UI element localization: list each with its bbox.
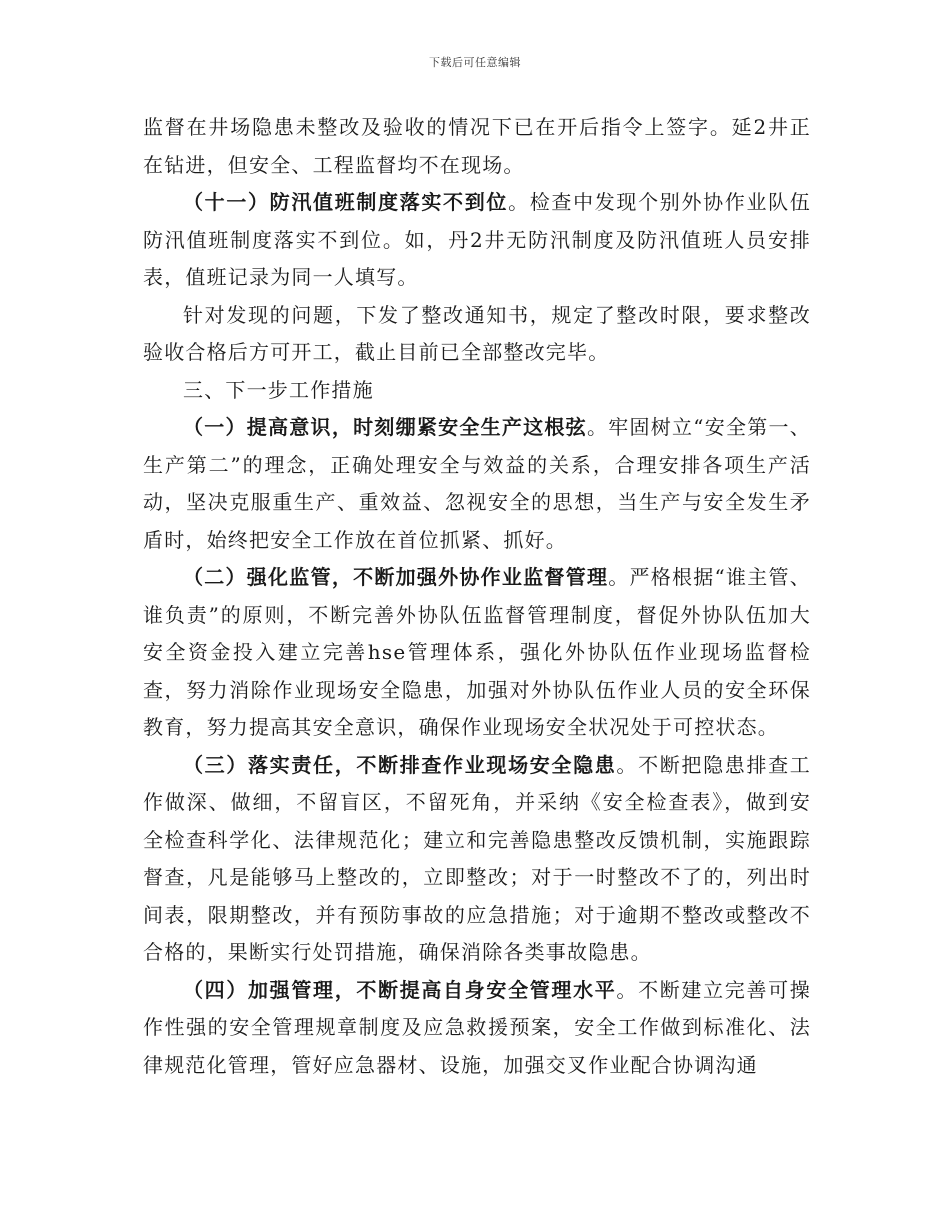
paragraph-awareness: [143, 409, 811, 559]
paragraph-management: [143, 972, 811, 1085]
paragraph-responsibility: [143, 747, 811, 972]
paragraph-lead: （二）强化监管，不断加强外协作业监督管理: [183, 565, 609, 589]
paragraph-lead: （十一）防汛值班制度落实不到位: [183, 190, 509, 214]
paragraph-rectification: [143, 297, 811, 372]
paragraph-text: 。牢固树立“安全第一、生产第二”的理念，正确处理安全与效益的关系，合理安排各项生产活动，坚决克服重生产、重效益、忽视安全的思想，当生产与安全发生矛盾时，始终把安全工作放在首位抓紧、抓好。: [143, 415, 811, 552]
document-body: [143, 109, 811, 1084]
paragraph-text: 。不断建立完善可操作性强的安全管理规章制度及应急救援预案，安全工作做到标准化、法律规范化管理，管好应急器材、设施，加强交叉作业配合协调沟通: [143, 977, 811, 1077]
paragraph-text: 。不断把隐患排查工作做深、做细，不留盲区，不留死角，并采纳《安全检查表》，做到安全检查科学化、法律规范化；建立和完善隐患整改反馈机制，实施跟踪督查，凡是能够马上整改的，立即整改；对于一时整改不了的，列出时间表，限期整改，并有预防事故的应急措施；对于逾期不整改或整改不合格的，果断实行处罚措施，确保消除各类事故隐患。: [143, 752, 811, 964]
paragraph-flood-duty: [143, 184, 811, 297]
paragraph-text: 三、下一步工作措施: [183, 377, 374, 402]
paragraph-lead: （四）加强管理，不断提高自身安全管理水平: [183, 977, 617, 1002]
paragraph-lead: （一）提高意识，时刻绷紧安全生产这根弦: [183, 415, 587, 439]
section-heading-next-steps: [143, 372, 811, 410]
page-header: 下载后可任意编辑: [429, 56, 521, 69]
paragraph-text: 。严格根据“谁主管、谁负责”的原则，不断完善外协队伍监督管理制度，督促外协队伍加大安全资金投入建立完善hse管理体系，强化外协队伍作业现场监督检查，努力消除作业现场安全隐患，加强对外协队伍作业人员的安全环保教育，努力提高其安全意识，确保作业现场安全状况处于可控状态。: [143, 565, 811, 739]
paragraph-continuation: [143, 109, 811, 184]
paragraph-text: 。检查中发现个别外协作业队伍防汛值班制度落实不到位。如，丹2井无防汛制度及防汛值班人员安排表，值班记录为同一人填写。: [143, 190, 812, 289]
paragraph-supervision: [143, 559, 811, 747]
paragraph-lead: （三）落实责任，不断排查作业现场安全隐患: [183, 752, 617, 777]
paragraph-text: 针对发现的问题，下发了整改通知书，规定了整改时限，要求整改验收合格后方可开工，截止目前已全部整改完毕。: [143, 302, 811, 364]
paragraph-text: 监督在井场隐患未整改及验收的情况下已在开后指令上签字。延2井正在钻进，但安全、工程监督均不在现场。: [143, 115, 811, 177]
